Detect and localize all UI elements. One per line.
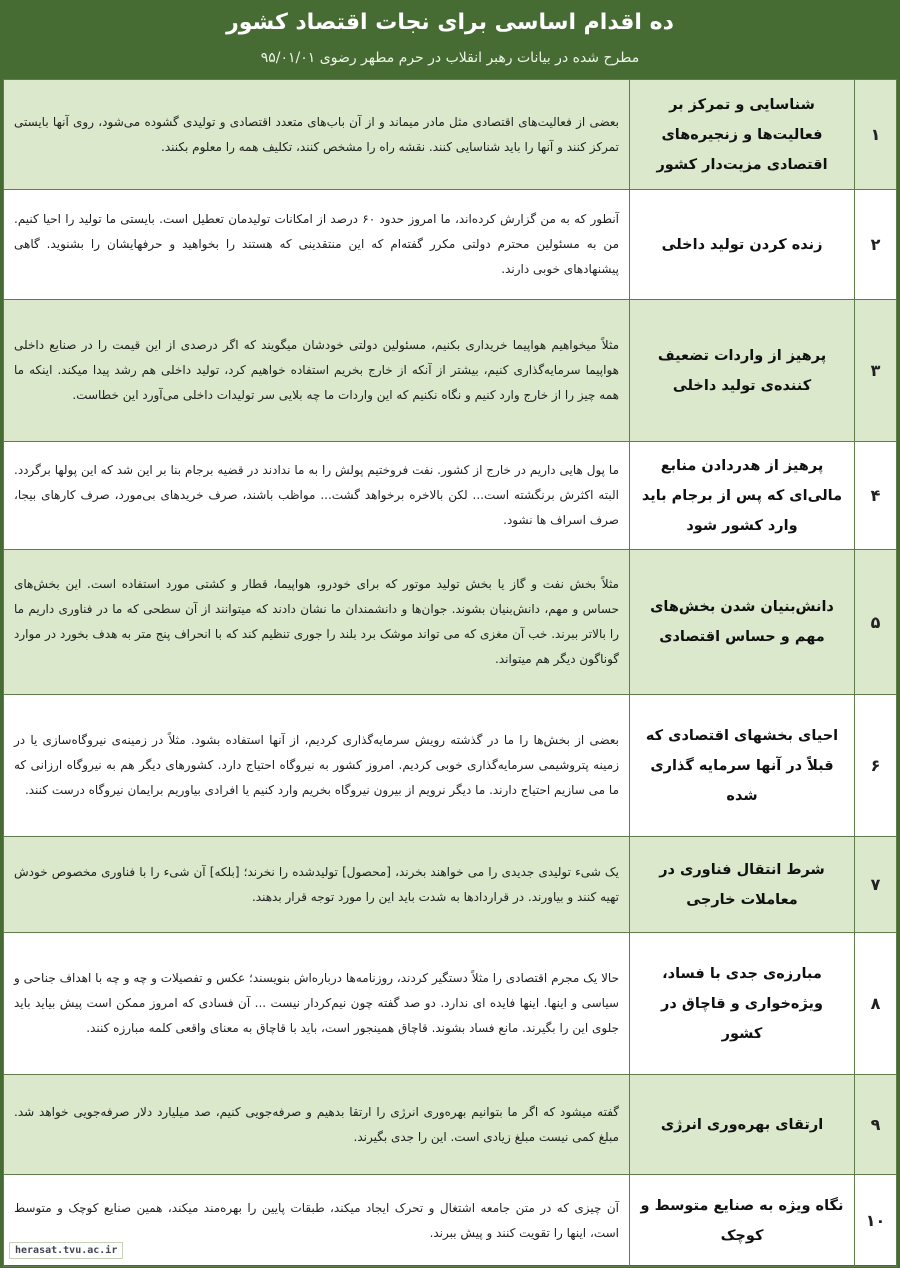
row-topic: پرهیز از واردات تضعیف کننده‌ی تولید داخلی <box>630 300 855 442</box>
row-topic: ارتقای بهره‌وری انرژی <box>630 1075 855 1175</box>
row-number: ۳ <box>855 300 897 442</box>
table-row <box>4 933 897 1075</box>
row-description: ما پول هایی داریم در خارج از کشور. نفت فروختیم پولش را به ما ندادند در قضیه برجام بنا بر این شد که این پولها برگردد. البته اکثرش برنگشته است... لکن بالاخره برخواهد گشت... مواظب باشند، صرف خریدهای بی‌مورد، صرف کارهای بیجا، صرف اسراف ها نشود. <box>4 442 630 550</box>
row-number: ۶ <box>855 695 897 837</box>
page-subtitle: مطرح شده در بیانات رهبر انقلاب در حرم مطهر رضوی ۹۵/۰۱/۰۱ <box>260 50 640 66</box>
table-row <box>4 300 897 442</box>
row-description: یک شیء تولیدی جدیدی را می خواهند بخرند، [محصول] تولیدشده را نخرند؛ [بلکه] آن شیء را با فناوری مخصوص خودش تهیه کنند و بیاورند. در قراردادها به شدت باید این را مورد توجه قرار بدهند. <box>4 837 630 933</box>
row-topic: احیای بخشهای اقتصادی که قبلاً در آنها سرمایه گذاری شده <box>630 695 855 837</box>
site-watermark: herasat.tvu.ac.ir <box>9 1242 123 1259</box>
row-number: ۹ <box>855 1075 897 1175</box>
row-description: آنطور که به من گزارش کرده‌اند، ما امروز حدود ۶۰ درصد از امکانات تولیدمان تعطیل است. بایستی ما تولید را احیا کنیم. من به مسئولین محترم دولتی مکرر گفته‌ام که این منتقدینی که هستند را بخواهید و حرفهایشان را بشنوید. گاهی پیشنهادهای خوبی دارند. <box>4 190 630 300</box>
row-topic: شرط انتقال فناوری در معاملات خارجی <box>630 837 855 933</box>
table-row <box>4 695 897 837</box>
row-description: مثلاً میخواهیم هواپیما خریداری بکنیم، مسئولین دولتی خودشان میگویند که اگر درصدی از این قیمت را در صنایع داخلی هواپیما سرمایه‌گذاری کنیم، بیشتر از آنکه از خارج بخریم استفاده خواهیم کرد، تولید داخلی هم رشد پیدا میکند. اینکه ما همه چیز را از خارج وارد کنیم و نگاه نکنیم که این واردات ما چه بلایی سر تولیدات داخلی می‌آورد این خطاست. <box>4 300 630 442</box>
row-description: مثلاً بخش نفت و گاز یا بخش تولید موتور که برای خودرو، هواپیما، قطار و کشتی مورد استفاده است. این بخش‌های حساس و مهم، دانش‌بنیان بشوند. جوان‌ها و دانشمندان ما نشان دادند که میتوانند از آن سطحی که ما در فناوری داریم ما را بالاتر ببرند. خب آن مغزی که می تواند موشک برد بلند را جوری تنظیم کند که با انحراف پنج متر به هدف بخورد در موارد گوناگون دیگر هم میتواند. <box>4 550 630 695</box>
row-description: حالا یک مجرم اقتصادی را مثلاً دستگیر کردند، روزنامه‌ها درباره‌اش بنویسند؛ عکس و تفصیلات و چه و چه با اهداف جناحی و سیاسی و اینها. اینها فایده ای ندارد. دو صد گفته چون نیم‌کردار نیست ... آن فسادی که امروز ممکن است پیش بیاید باید جلوی این را بگیرند. مانع فساد بشوند. قاچاق همینجور است، باید با قاچاق به معنای واقعی کلمه مبارزه کنند. <box>4 933 630 1075</box>
table-row <box>4 442 897 550</box>
row-topic: مبارزه‌ی جدی با فساد، ویژه‌خواری و قاچاق در کشور <box>630 933 855 1075</box>
table-row <box>4 80 897 190</box>
row-description: بعضی از فعالیت‌های اقتصادی مثل مادر میماند و از آن باب‌های متعدد اقتصادی و تولیدی گشوده می‌شود، روی آنها بایستی تمرکز کنند و آنها را باید شناسایی کنند. نقشه راه را مشخص کنند، تکلیف همه را معلوم بکنند. <box>4 80 630 190</box>
row-number: ۱۰ <box>855 1175 897 1267</box>
row-topic: زنده کردن تولید داخلی <box>630 190 855 300</box>
table-row <box>4 550 897 695</box>
row-number: ۵ <box>855 550 897 695</box>
row-number: ۴ <box>855 442 897 550</box>
page-title: ده اقدام اساسی برای نجات اقتصاد کشور <box>226 10 674 35</box>
table-row <box>4 1075 897 1175</box>
row-topic: نگاه ویژه به صنایع متوسط و کوچک <box>630 1175 855 1267</box>
row-topic: دانش‌بنیان شدن بخش‌های مهم و حساس اقتصادی <box>630 550 855 695</box>
row-number: ۲ <box>855 190 897 300</box>
row-number: ۱ <box>855 80 897 190</box>
row-description: آن چیزی که در متن جامعه اشتغال و تحرک ایجاد میکند، طبقات پایین را بهره‌مند میکند، همین صنایع کوچک و متوسط است، اینها را تقویت کنند و پیش ببرند. <box>4 1175 630 1267</box>
measures-table <box>3 79 897 1267</box>
row-topic: پرهیز از هدردادن منابع مالی‌ای که پس از برجام باید وارد کشور شود <box>630 442 855 550</box>
row-description: گفته میشود که اگر ما بتوانیم بهره‌وری انرژی را ارتقا بدهیم و صرفه‌جویی کنیم، صد میلیارد دلار صرفه‌جویی خواهد شد. مبلغ کمی نیست مبلغ زیادی است. این را جدی بگیرند. <box>4 1075 630 1175</box>
page-header <box>3 3 897 79</box>
table-row <box>4 837 897 933</box>
table-row <box>4 190 897 300</box>
row-topic: شناسایی و تمرکز بر فعالیت‌ها و زنجیره‌های اقتصادی مزیت‌دار کشور <box>630 80 855 190</box>
row-description: بعضی از بخش‌ها را ما در گذشته رویش سرمایه‌گذاری کردیم، از آنها استفاده بشود. مثلاً در زمینه‌ی نیروگاه‌سازی یا در زمینه پتروشیمی سرمایه‌گذاری خوبی کردیم. امروز کشور به نیروگاه احتیاج دارد. کشورهای دیگر هم به نیروگاه ارزانی که ما می سازیم احتیاج دارند. ما دیگر نرویم از بیرون نیروگاه بخریم وارد کنیم یا افرادی بیاوریم برایمان نیروگاه درست کنند. <box>4 695 630 837</box>
row-number: ۸ <box>855 933 897 1075</box>
row-number: ۷ <box>855 837 897 933</box>
table-row <box>4 1175 897 1267</box>
